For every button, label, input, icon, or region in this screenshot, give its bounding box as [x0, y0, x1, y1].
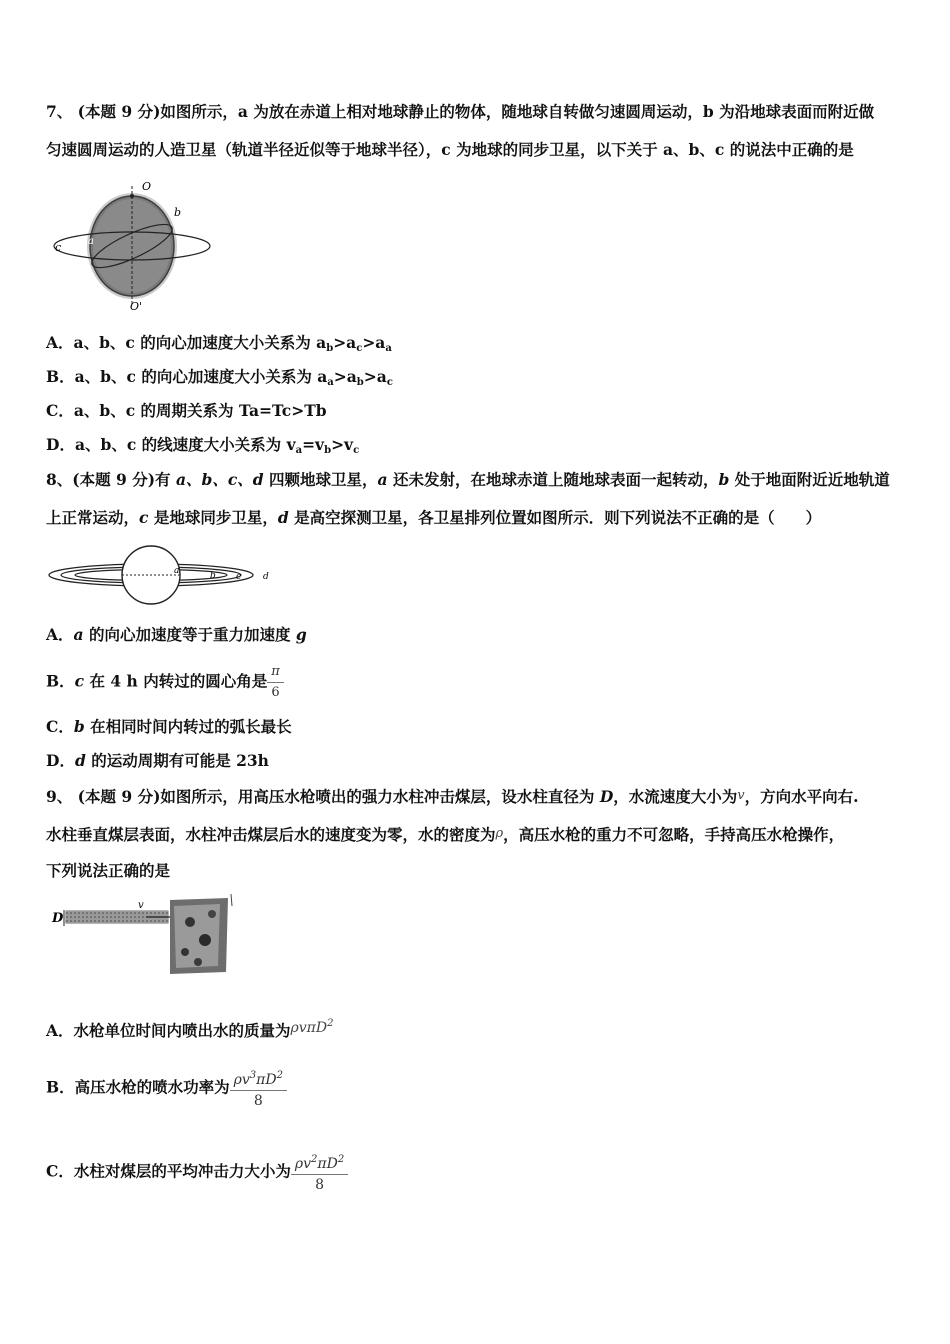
q7-label-O-prime: O'	[130, 300, 143, 311]
q9-b-fraction: $\frac{\rho v^3\pi D^2}{8}$	[230, 1066, 287, 1111]
q9-label-v: v	[138, 900, 144, 911]
q7-option-b[interactable]: B．a、b、c 的向心加速度大小关系为 $a_a>a_b>a_c$	[46, 367, 393, 388]
q9-option-b[interactable]: B．高压水枪的喷水功率为 $\frac{\rho v^3\pi D^2}{8}$	[46, 1066, 287, 1111]
q7-label-O: O	[142, 180, 152, 193]
q8-label-c: c	[236, 572, 242, 582]
q8-option-a[interactable]: A．a 的向心加速度等于重力加速度 g	[46, 625, 307, 644]
q8-b-fraction: $\frac{\pi}{6}$	[267, 662, 284, 703]
q7-option-c[interactable]: C．a、b、c 的周期关系为 Ta=Tc>Tb	[46, 401, 327, 420]
q9-option-c[interactable]: C．水柱对煤层的平均冲击力大小为 $\frac{\rho v^2\pi D^2}{8}$	[46, 1150, 348, 1195]
q9-stem-line1: 9、 (本题 9 分)如图所示，用高压水枪喷出的强力水柱冲击煤层，设水柱直径为 D，水流速度大小为v，方向水平向右.	[46, 787, 859, 806]
q7-label-b: b	[174, 206, 182, 219]
q8-label-a: a	[174, 566, 180, 576]
q7-stem-line2: 匀速圆周运动的人造卫星（轨道半径近似等于地球半径），c 为地球的同步卫星，以下关于 a、b、c 的说法中正确的是	[46, 140, 854, 159]
q7-stem-line1: 7、 (本题 9 分)如图所示，a 为放在赤道上相对地球静止的物体，随地球自转做匀速圆周运动，b 为沿地球表面而附近做	[46, 102, 875, 121]
q8-stem-line1: 8、(本题 9 分)有 a、b、c、d 四颗地球卫星，a 还未发射，在地球赤道上随地球表面一起转动，b 处于地面附近近地轨道	[46, 470, 890, 489]
q8-option-c[interactable]: C．b 在相同时间内转过的弧长最长	[46, 717, 292, 736]
q8-stem-line2: 上正常运动，c 是地球同步卫星，d 是高空探测卫星，各卫星排列位置如图所示．则下列说法不正确的是（ ）	[46, 508, 822, 527]
q8-label-d: d	[263, 572, 269, 582]
q9-water-gun-figure	[50, 892, 240, 976]
q7-label-c: c	[55, 241, 62, 254]
q8-label-b: b	[210, 571, 216, 581]
q7-label-a: a	[88, 236, 94, 247]
q7-option-d[interactable]: D．a、b、c 的线速度大小关系为 $v_a=v_b>v_c$	[46, 435, 360, 456]
q8-orbit-figure	[46, 542, 286, 608]
q7-option-a[interactable]: A．a、b、c 的向心加速度大小关系为 $a_b>a_c>a_a$	[46, 333, 392, 354]
q9-option-a[interactable]: A．水枪单位时间内喷出水的质量为ρvπD$^2$	[46, 1018, 334, 1040]
q9-stem-line2: 水柱垂直煤层表面，水柱冲击煤层后水的速度变为零，水的密度为ρ，高压水枪的重力不可忽略，手持高压水枪操作，	[46, 825, 845, 844]
q8-option-d[interactable]: D．d 的运动周期有可能是 23h	[46, 751, 269, 770]
q8-option-b[interactable]: B．c 在 4 h 内转过的圆心角是 $\frac{\pi}{6}$	[46, 662, 284, 703]
q9-stem-line3: 下列说法正确的是	[46, 861, 171, 880]
q9-c-fraction: $\frac{\rho v^2\pi D^2}{8}$	[291, 1150, 348, 1195]
q7-earth-figure	[52, 176, 212, 311]
q9-label-D: D	[52, 911, 64, 926]
